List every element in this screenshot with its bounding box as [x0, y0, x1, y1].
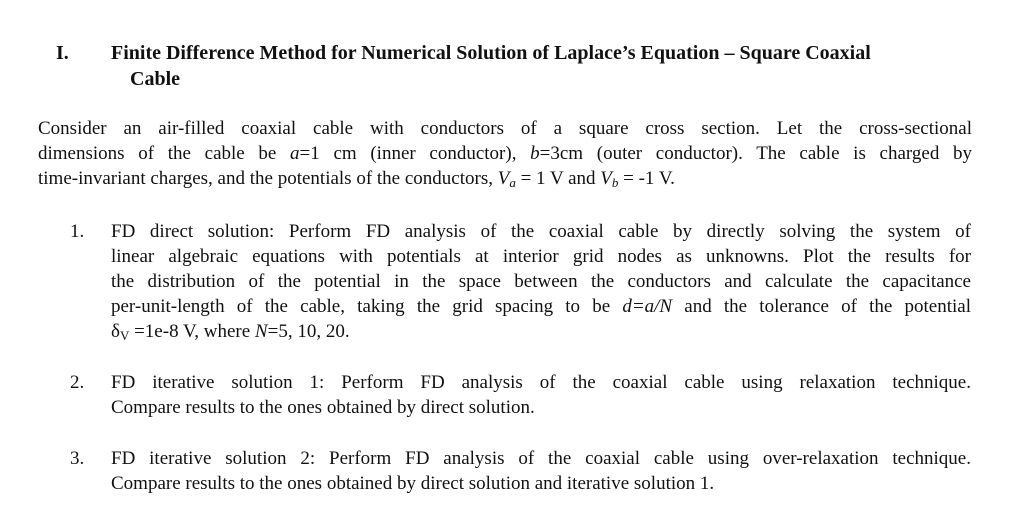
list-item-body: [111, 219, 971, 344]
section-title-line-2: Cable: [130, 68, 180, 90]
intro-line-1: Consider an air-filled coaxial cable with conductors of a square cross section. Let the cross-sectional: [38, 118, 972, 139]
list-item-line: [111, 294, 971, 319]
list-item-line: FD direct solution: Perform FD analysis of the coaxial cable by directly solving the system of: [111, 221, 971, 242]
list-item-line: linear algebraic equations with potentials at interior grid nodes as unknowns. Plot the results for: [111, 246, 971, 267]
list-item-number: 1.: [70, 221, 85, 242]
list-item-text: and the tolerance of the potential: [672, 296, 971, 317]
list-item-line: Compare results to the ones obtained by direct solution.: [111, 397, 535, 418]
section-title: [111, 40, 976, 92]
list-item-number: 2.: [70, 372, 85, 393]
list-item-line: FD iterative solution 2: Perform FD analysis of the coaxial cable using over-relaxation technique.: [111, 448, 971, 469]
section-number: I.: [56, 42, 69, 64]
list-item-line: the distribution of the potential in the space between the conductors and calculate the capacitance: [111, 271, 971, 292]
list-item-line: Compare results to the ones obtained by direct solution and iterative solution 1.: [111, 473, 715, 494]
grid-spacing-formula: d=a/N: [622, 296, 673, 317]
delta-symbol: δ: [111, 321, 120, 342]
intro-line-2: [38, 141, 972, 166]
intro-text: dimensions of the cable be: [38, 143, 291, 164]
variable-n: N: [254, 321, 268, 342]
variable-a: a: [290, 143, 300, 164]
intro-text: = -1 V.: [618, 168, 675, 189]
list-item-body: [111, 370, 971, 420]
variable-va: V: [497, 168, 510, 189]
intro-line-3: [38, 166, 972, 191]
list-item-text: per-unit-length of the cable, taking the grid spacing to be: [111, 296, 623, 317]
intro-text: = 1 V and: [515, 168, 601, 189]
list-item-text: =1e-8 V, where: [129, 321, 255, 342]
variable-vb: V: [600, 168, 612, 189]
list-item-text: =5, 10, 20.: [267, 321, 350, 342]
list-item-line: FD iterative solution 1: Perform FD analysis of the coaxial cable using relaxation technique.: [111, 372, 971, 393]
subscript-b: b: [611, 175, 619, 190]
delta-subscript: V: [119, 328, 130, 343]
intro-paragraph: [38, 116, 972, 191]
list-item-line: [111, 319, 971, 344]
section-title-line-1: Finite Difference Method for Numerical Solution of Laplace’s Equation – Square Coaxial: [111, 42, 871, 64]
intro-text: =3cm (outer conductor). The cable is charged by: [539, 143, 973, 164]
intro-text: =1 cm (inner conductor),: [299, 143, 531, 164]
list-item-number: 3.: [70, 448, 85, 469]
subscript-a: a: [509, 175, 516, 190]
variable-b: b: [530, 143, 540, 164]
intro-text: time-invariant charges, and the potentials of the conductors,: [38, 168, 498, 189]
list-item-body: [111, 446, 971, 496]
